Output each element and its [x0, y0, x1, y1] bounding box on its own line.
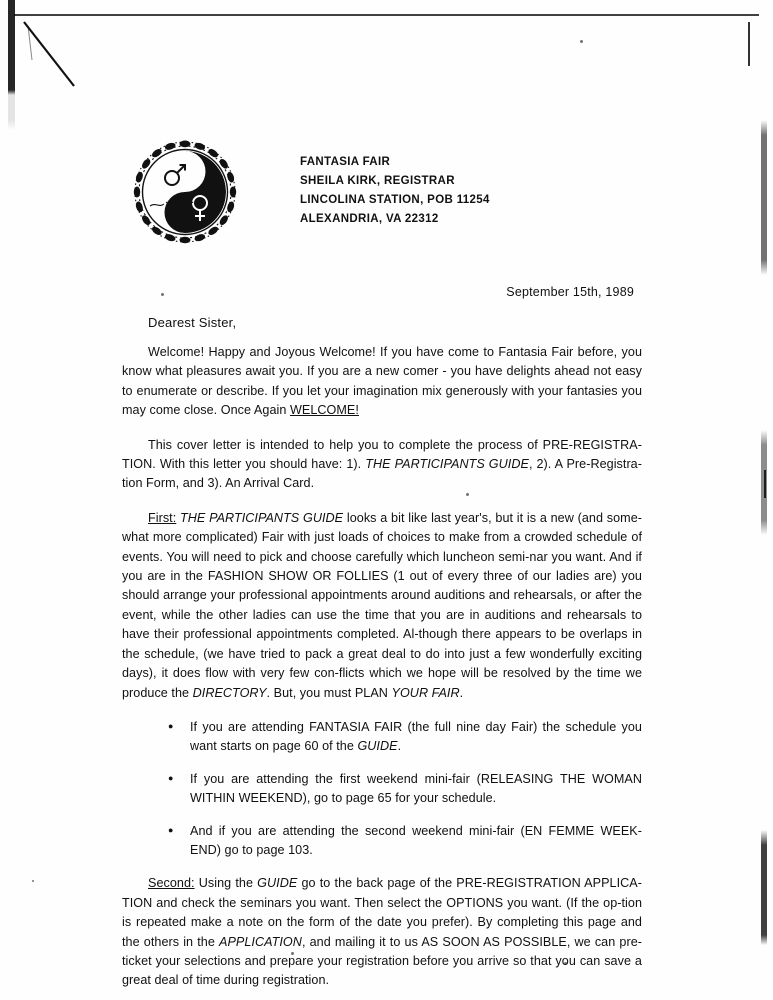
guide-italic-second: GUIDE [257, 876, 298, 891]
letterhead-line-1: FANTASIA FAIR [300, 156, 391, 168]
letter-salutation: Dearest Sister, [148, 315, 237, 330]
scan-tick-right-mid [764, 470, 766, 498]
list-item [168, 718, 642, 757]
first-label: First: [148, 510, 177, 525]
paragraph-cover-letter [122, 436, 642, 494]
scan-speck [580, 40, 583, 43]
paragraph-second-text-1: Using the [194, 876, 258, 891]
letterhead-line-3: LINCOLINA STATION, POB 11254 [300, 194, 490, 206]
paragraph-cover-letter-text-1: This cover letter is intended to help you to complete the process of PRE-REGISTRA-TION. With this letter you should have: 1). [122, 437, 642, 472]
list-item: ● And if you are attending the second weekend mini-fair (EN FEMME WEEK-END) go to page 103. [168, 822, 642, 861]
second-label: Second: [148, 876, 195, 891]
scan-speck [32, 880, 34, 882]
your-fair-italic: YOUR FAIR [391, 685, 460, 700]
letterhead [120, 140, 680, 245]
list-item: ● If you are attending the first weekend mini-fair (RELEASING THE WOMAN WITHIN WEEKEND), go to page 65 for your schedule. [168, 770, 642, 809]
scan-corner-mark [22, 20, 82, 90]
paragraph-first-text-1: looks a bit like last year's, but it is a new (and some-what more complicated) Fair with just loads of choices to make from a crowded schedule of events. You will need to pick and choose carefully which luncheon semi-nar you want. And if you are in the FASHION SHOW OR FOLLIES (1 out of every three of our ladies are) you should arrange your professional appointments around auditions and rehearsals, or after the event, while the other ladies can use the time that you are in auditions and rehearsals to have their professional appointments completed. Al-though there appears to be overlaps in the schedule, (we have tried to pack a great deal to do into just a few wonderfully exciting days), it does flow with very few con-flicts which we hope will be resolved by the time we produce the [122, 510, 643, 700]
scan-tick-top-right [748, 22, 750, 66]
letterhead-address [300, 140, 490, 229]
paragraph-second-text-2: go to the back page of the PRE-REGISTRATION APPLICA-TION and check the seminars you want. Then select the OPTIONS you want. (If the op-tion is repeated make a note on the form of the date you prefer). By completing this page and the others in the [122, 876, 642, 949]
directory-italic: DIRECTORY [192, 685, 267, 700]
scan-top-edge-line [14, 14, 759, 16]
bullet-1-text-2: . [397, 739, 402, 754]
participants-guide-italic: THE PARTICIPANTS GUIDE [365, 457, 529, 472]
paragraph-cover-letter-text-2: , 2). A Pre-Registra-tion Form, and 3). An Arrival Card. [122, 457, 642, 491]
letter-body [122, 343, 642, 1000]
letterhead-line-2: SHEILA KIRK, REGISTRAR [300, 175, 455, 187]
paragraph-second [122, 874, 642, 990]
paragraph-second-text-3: , and mailing it to us AS SOON AS POSSIBLE, we can pre-ticket your selections and prepare your registration before you arrive so that you can save a great deal of time during registration. [122, 934, 643, 988]
paragraph-first-text-3: . [459, 685, 464, 700]
fantasia-fair-yin-yang-logo [120, 140, 250, 245]
scan-left-edge-artifact [8, 0, 15, 1000]
schedule-bullet-list [122, 718, 642, 860]
letter-date: September 15th, 1989 [506, 285, 634, 299]
application-italic: APPLICATION [219, 934, 302, 949]
paragraph-first-text-2: . But, you must PLAN [266, 685, 392, 700]
guide-italic-bullet: GUIDE [357, 739, 398, 754]
welcome-emphasis: WELCOME! [289, 403, 359, 418]
scan-right-edge-artifact [761, 0, 767, 1000]
paragraph-first [122, 509, 642, 703]
paragraph-welcome-text: Welcome! Happy and Joyous Welcome! If you have come to Fantasia Fair before, you know what pleasures await you. If you are a new comer - you have delights ahead not easy to enumerate or describe. If you let your imagination mix generously with your fantasies you may come close. Once Again [122, 345, 642, 418]
paragraph-welcome [122, 343, 642, 421]
letterhead-line-4: ALEXANDRIA, VA 22312 [300, 213, 439, 225]
participants-guide-italic-2: THE PARTICIPANTS GUIDE [176, 510, 344, 525]
bullet-1-text-1: If you are attending FANTASIA FAIR (the full nine day Fair) the schedule you want starts on page 60 of the [190, 719, 642, 754]
